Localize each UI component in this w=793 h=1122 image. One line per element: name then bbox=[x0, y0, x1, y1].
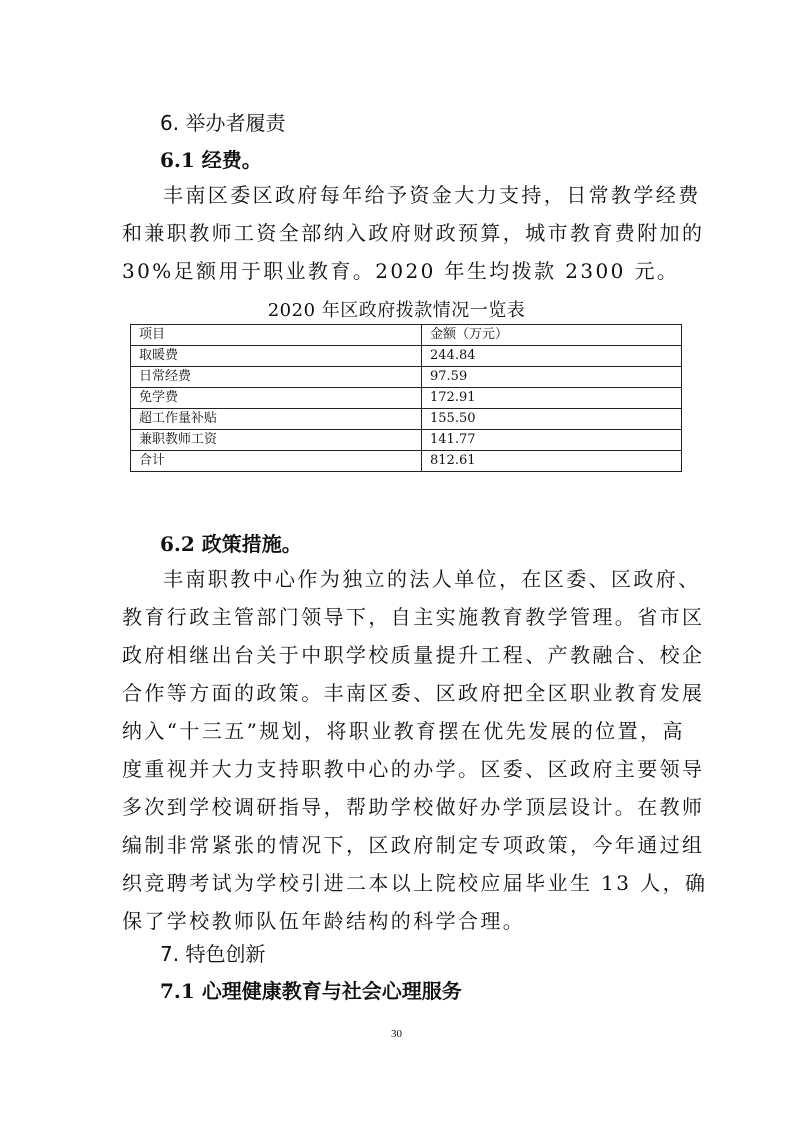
funding-table bbox=[130, 324, 682, 472]
table-cell-amount: 244.84 bbox=[422, 346, 682, 367]
table-cell-item: 合计 bbox=[131, 451, 422, 472]
paragraph-line: 30%足额用于职业教育。2020 年生均拨款 2300 元。 bbox=[122, 259, 680, 283]
paragraph-line: 编制非常紧张的情况下，区政府制定专项政策，今年通过组 bbox=[122, 833, 705, 857]
section-6-2-heading: 6.2 政策措施。 bbox=[160, 532, 302, 556]
section-7-heading: 7. 特色创新 bbox=[160, 942, 266, 966]
table-caption: 2020 年区政府拨款情况一览表 bbox=[267, 300, 526, 321]
table-cell-amount: 172.91 bbox=[422, 388, 682, 409]
table-cell-item: 日常经费 bbox=[131, 367, 422, 388]
table-row bbox=[131, 346, 682, 367]
table-row bbox=[131, 388, 682, 409]
table-cell-item: 兼职教师工资 bbox=[131, 430, 422, 451]
table-cell-item: 免学费 bbox=[131, 388, 422, 409]
table-cell-amount: 812.61 bbox=[422, 451, 682, 472]
paragraph-line: 度重视并大力支持职教中心的办学。区委、区政府主要领导 bbox=[122, 757, 705, 781]
paragraph-line: 丰南职教中心作为独立的法人单位，在区委、区政府、 bbox=[163, 567, 701, 591]
page-number: 30 bbox=[391, 1028, 402, 1040]
table-cell-amount: 141.77 bbox=[422, 430, 682, 451]
table-row bbox=[131, 409, 682, 430]
table-cell-amount: 97.59 bbox=[422, 367, 682, 388]
section-6-1-heading: 6.1 经费。 bbox=[160, 148, 262, 172]
section-7-1-heading: 7.1 心理健康教育与社会心理服务 bbox=[160, 979, 462, 1003]
paragraph-line: 和兼职教师工资全部纳入政府财政预算，城市教育费附加的 bbox=[122, 221, 705, 245]
table-row bbox=[131, 367, 682, 388]
table-total-row bbox=[131, 451, 682, 472]
paragraph-line: 多次到学校调研指导，帮助学校做好办学顶层设计。在教师 bbox=[122, 795, 705, 819]
header-cell-item: 项目 bbox=[131, 325, 422, 346]
table-cell-item: 超工作量补贴 bbox=[131, 409, 422, 430]
section-6-1-paragraph bbox=[122, 176, 704, 290]
paragraph-line: 教育行政主管部门领导下，自主实施教育教学管理。省市区 bbox=[122, 605, 705, 629]
paragraph-line: 政府相继出台关于中职学校质量提升工程、产教融合、校企 bbox=[122, 643, 705, 667]
section-6-heading: 6. 举办者履责 bbox=[160, 111, 286, 135]
table-header-row bbox=[131, 325, 682, 346]
paragraph-line: 织竞聘考试为学校引进二本以上院校应届毕业生 13 人，确 bbox=[122, 871, 708, 895]
table-row bbox=[131, 430, 682, 451]
section-6-2-paragraph bbox=[122, 560, 707, 940]
table-cell-item: 取暖费 bbox=[131, 346, 422, 367]
paragraph-line: 丰南区委区政府每年给予资金大力支持，日常教学经费 bbox=[163, 183, 701, 207]
paragraph-line: 合作等方面的政策。丰南区委、区政府把全区职业教育发展 bbox=[122, 681, 705, 705]
paragraph-line: 保了学校教师队伍年龄结构的科学合理。 bbox=[122, 909, 526, 933]
table-cell-amount: 155.50 bbox=[422, 409, 682, 430]
paragraph-line: 纳入“十三五”规划，将职业教育摆在优先发展的位置，高 bbox=[122, 719, 685, 743]
header-cell-amount: 金额（万元） bbox=[422, 325, 682, 346]
